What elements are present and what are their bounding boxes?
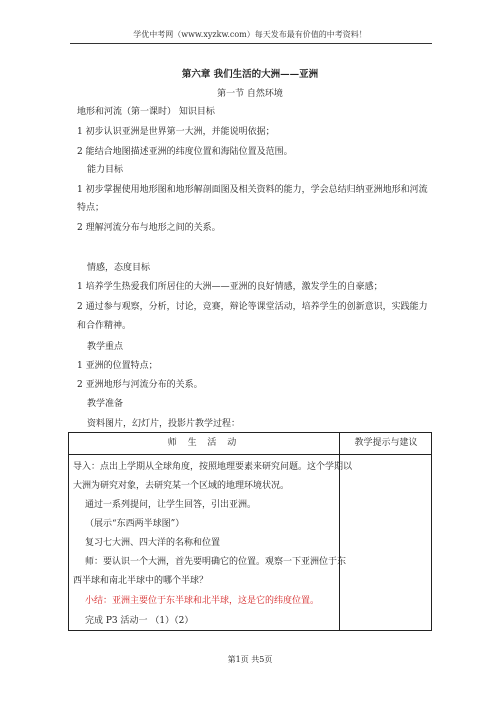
key-points-heading: 教学重点	[87, 342, 124, 352]
table-row: （展示“东西两半球图”）	[85, 519, 185, 529]
ability-goal-1: 1 初步掌握使用地形图和地形解剖面图及相关资料的能力，学会总结归纳亚洲地形和河流	[77, 185, 428, 195]
key-point-1: 1 亚洲的位置特点；	[77, 361, 158, 371]
table-row: 通过一系列提问，让学生回答，引出亚洲。	[85, 500, 257, 510]
table-row: 师：要认识一个大洲，首先要明确它的位置。观察一下亚洲位于东	[85, 557, 347, 567]
ability-goal-2: 2 理解河流分布与地形之间的关系。	[77, 223, 221, 233]
attitude-goal-2-cont: 和合作精神。	[77, 321, 132, 331]
page-header: 学优中考网（www.xyzkw.com）每天发布最有价值的中考资料！	[133, 30, 367, 39]
table-header-divider	[69, 454, 431, 455]
knowledge-goal-2: 2 能结合地图描述亚洲的纬度位置和海陆位置及范围。	[77, 147, 293, 157]
preparation-line: 资料图片，幻灯片，投影片教学过程：	[87, 419, 241, 429]
header-divider	[70, 43, 432, 44]
summary-row: 小结：亚洲主要位于东半球和北半球，这是它的纬度位置。	[85, 596, 320, 606]
ability-goals-heading: 能力目标	[87, 165, 124, 175]
attitude-goal-1: 1 培养学生热爱我们所居住的大洲——亚洲的良好情感，激发学生的自豪感；	[77, 282, 383, 292]
ability-goal-1-cont: 特点；	[77, 203, 105, 213]
table-header-tips: 教学提示与建议	[354, 438, 418, 448]
page-footer: 第1页 共5页	[227, 655, 273, 664]
chapter-title: 第六章 我们生活的大洲——亚洲	[181, 69, 319, 80]
lesson-title-line: 地形和河流（第一课时） 知识目标	[77, 107, 215, 117]
knowledge-goal-1: 1 初步认识亚洲是世界第一大洲，并能说明依据；	[77, 127, 275, 137]
table-row: 大洲为研究对象，去研究某一个区域的地理环境状况。	[73, 481, 290, 491]
section-title: 第一节 自然环境	[217, 89, 283, 99]
table-header-activities: 师 生 活 动	[167, 438, 241, 448]
attitude-goals-heading: 情感，态度目标	[87, 263, 151, 273]
key-point-2: 2 亚洲地形与河流分布的关系。	[77, 380, 203, 390]
attitude-goal-2: 2 通过参与观察，分析，讨论，竞赛，辩论等课堂活动，培养学生的创新意识，实践能力	[77, 302, 428, 312]
table-row: 导入：点出上学期从全球角度，按照地理要素来研究问题。这个学期以	[73, 462, 353, 472]
table-row: 西半球和南北半球中的哪个半球？	[73, 576, 209, 586]
preparation-heading: 教学准备	[87, 399, 124, 409]
lesson-table	[68, 432, 432, 631]
table-row: 完成 P3 活动一 （1）（2）	[85, 616, 194, 626]
table-row: 复习七大洲、四大洋的名称和位置	[85, 538, 221, 548]
